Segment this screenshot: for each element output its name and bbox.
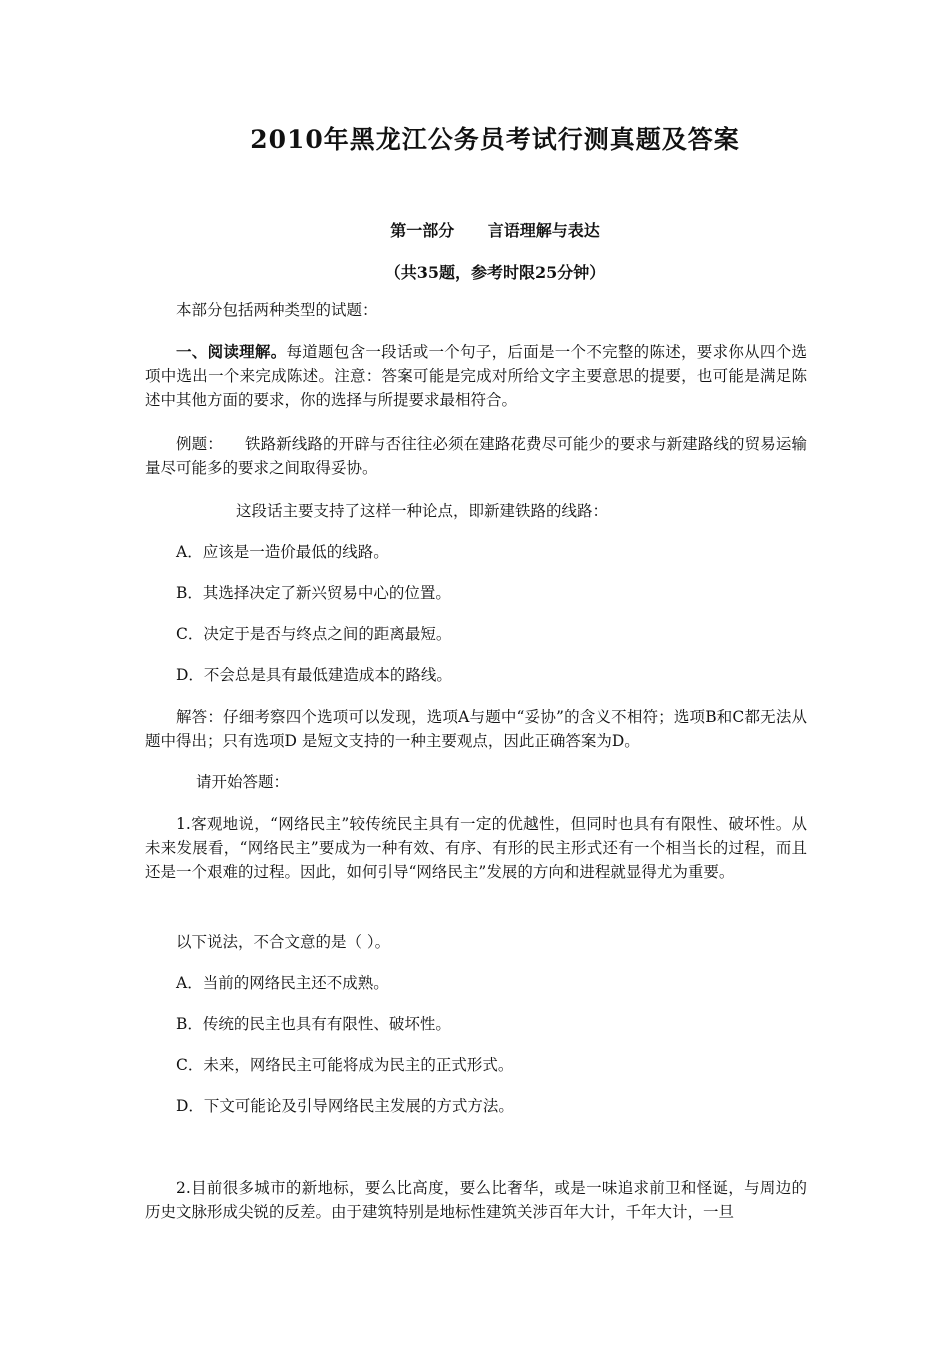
question-1-option-c: C．未来，网络民主可能将成为民主的正式形式。 [176,1056,514,1074]
example-text: 铁路新线路的开辟与否往往必须在建路花费尽可能少的要求与新建路线的贸易运输量尽可能多的要求之间取得妥协。 [145,435,807,477]
section-subtitle: （共35题，参考时限25分钟） [384,263,606,282]
example-question: 这段话主要支持了这样一种论点，即新建铁路的线路： [236,502,609,520]
example-option-b: B．其选择决定了新兴贸易中心的位置。 [176,584,451,602]
answer-paragraph: 解答：仔细考察四个选项可以发现，选项A与题中“妥协”的含义不相符；选项B和C都无法从题中得出；只有选项D 是短文支持的一种主要观点，因此正确答案为D。 [145,708,807,750]
document-title: 2010年黑龙江公务员考试行测真题及答案 [250,125,740,154]
question-1-option-a: A．当前的网络民主还不成熟。 [176,974,389,992]
section-title: 第一部分 言语理解与表达 [390,221,600,240]
example-option-d: D．不会总是具有最低建造成本的路线。 [176,666,452,684]
reading-label: 一、阅读理解。 [176,342,287,361]
example-option-a: A．应该是一造价最低的线路。 [176,543,389,561]
start-prompt: 请开始答题： [196,773,290,791]
intro-paragraph: 本部分包括两种类型的试题： [176,301,378,319]
reading-instructions [145,340,807,412]
question-1-prompt: 以下说法，不合文意的是（ ）。 [176,933,391,951]
example-option-c: C．决定于是否与终点之间的距离最短。 [176,625,452,643]
question-1-option-d: D．下文可能论及引导网络民主发展的方式方法。 [176,1097,514,1115]
question-2-text: 2.目前很多城市的新地标，要么比高度，要么比奢华，或是一味追求前卫和怪诞，与周边的历史文脉形成尖锐的反差。由于建筑特别是地标性建筑关涉百年大计，千年大计，一旦 [145,1179,807,1221]
example-paragraph [145,432,807,480]
example-label: 例题： [176,435,223,453]
question-1-text: 1.客观地说，“网络民主”较传统民主具有一定的优越性，但同时也具有有限性、破坏性。从未来发展看，“网络民主”要成为一种有效、有序、有形的民主形式还有一个相当长的过程，而且还是一个艰难的过程。因此，如何引导“网络民主”发展的方向和进程就显得尤为重要。 [145,815,807,881]
question-1-option-b: B．传统的民主也具有有限性、破坏性。 [176,1015,451,1033]
reading-text: 每道题包含一段话或一个句子，后面是一个不完整的陈述，要求你从四个选项中选出一个来完成陈述。注意：答案可能是完成对所给文字主要意思的提要，也可能是满足陈述中其他方面的要求，你的选择与所提要求最相符合。 [145,343,807,409]
